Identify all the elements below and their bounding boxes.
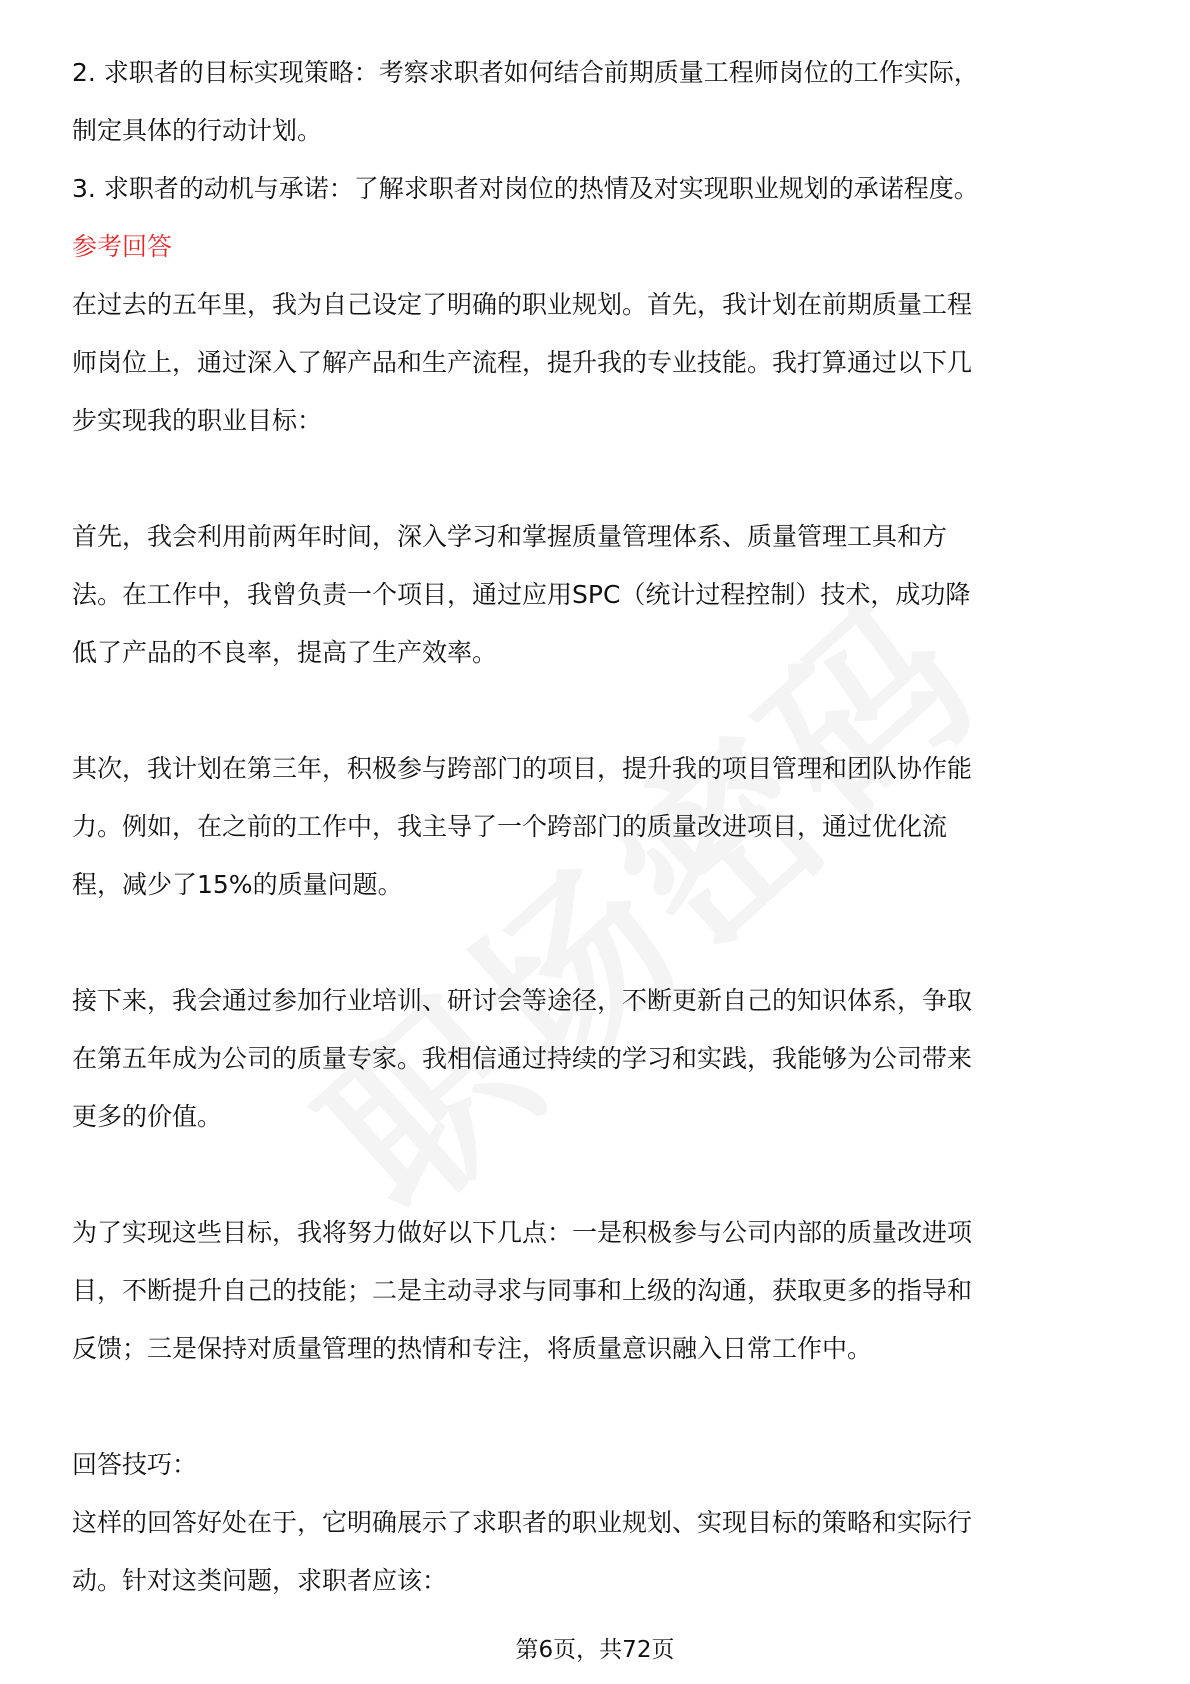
intro-line: 制定具体的行动计划。 (72, 116, 323, 145)
answer-paragraph (72, 508, 1118, 682)
paragraph-line: 反馈；三是保持对质量管理的热情和专注，将质量意识融入日常工作中。 (72, 1334, 873, 1363)
intro-line: 3. 求职者的动机与承诺：了解求职者对岗位的热情及对实现职业规划的承诺程度。 (72, 174, 979, 203)
tips-heading: 回答技巧： (72, 1450, 198, 1479)
paragraph-gap (72, 914, 1118, 972)
answer-paragraph (72, 1204, 1118, 1378)
intro-line: 2. 求职者的目标实现策略：考察求职者如何结合前期质量工程师岗位的工作实际， (72, 58, 979, 87)
paragraph-line: 动。针对这类问题，求职者应该： (72, 1566, 448, 1595)
paragraph-line: 力。例如，在之前的工作中，我主导了一个跨部门的质量改进项目，通过优化流 (72, 812, 948, 841)
page-content (72, 44, 1118, 1610)
paragraph-line: 其次，我计划在第三年，积极参与跨部门的项目，提升我的项目管理和团队协作能 (72, 754, 973, 783)
paragraph-gap (72, 1146, 1118, 1204)
paragraph-line: 在第五年成为公司的质量专家。我相信通过持续的学习和实践，我能够为公司带来 (72, 1044, 973, 1073)
answer-paragraph (72, 276, 1118, 450)
tips-paragraph (72, 1494, 1118, 1610)
paragraph-gap (72, 1378, 1118, 1436)
paragraph-line: 步实现我的职业目标： (72, 406, 323, 435)
paragraph-line: 目，不断提升自己的技能；二是主动寻求与同事和上级的沟通，获取更多的指导和 (72, 1276, 973, 1305)
paragraph-line: 程，减少了15%的质量问题。 (72, 870, 403, 899)
answer-paragraph (72, 972, 1118, 1146)
paragraph-line: 首先，我会利用前两年时间，深入学习和掌握质量管理体系、质量管理工具和方 (72, 522, 948, 551)
paragraph-line: 在过去的五年里，我为自己设定了明确的职业规划。首先，我计划在前期质量工程 (72, 290, 973, 319)
paragraph-gap (72, 682, 1118, 740)
paragraph-line: 师岗位上，通过深入了解产品和生产流程，提升我的专业技能。我打算通过以下几 (72, 348, 973, 377)
paragraph-line: 更多的价值。 (72, 1102, 223, 1131)
answer-paragraph (72, 740, 1118, 914)
paragraph-line: 低了产品的不良率，提高了生产效率。 (72, 638, 498, 667)
page-number-footer: 第6页，共72页 (515, 1637, 675, 1663)
reference-answer-heading: 参考回答 (72, 232, 173, 261)
paragraph-line: 这样的回答好处在于，它明确展示了求职者的职业规划、实现目标的策略和实际行 (72, 1508, 973, 1537)
paragraph-line: 为了实现这些目标，我将努力做好以下几点：一是积极参与公司内部的质量改进项 (72, 1218, 973, 1247)
paragraph-line: 接下来，我会通过参加行业培训、研讨会等途径，不断更新自己的知识体系，争取 (72, 986, 973, 1015)
paragraph-line: 法。在工作中，我曾负责一个项目，通过应用SPC（统计过程控制）技术，成功降 (72, 580, 971, 609)
intro-list (72, 44, 1118, 218)
paragraph-gap (72, 450, 1118, 508)
